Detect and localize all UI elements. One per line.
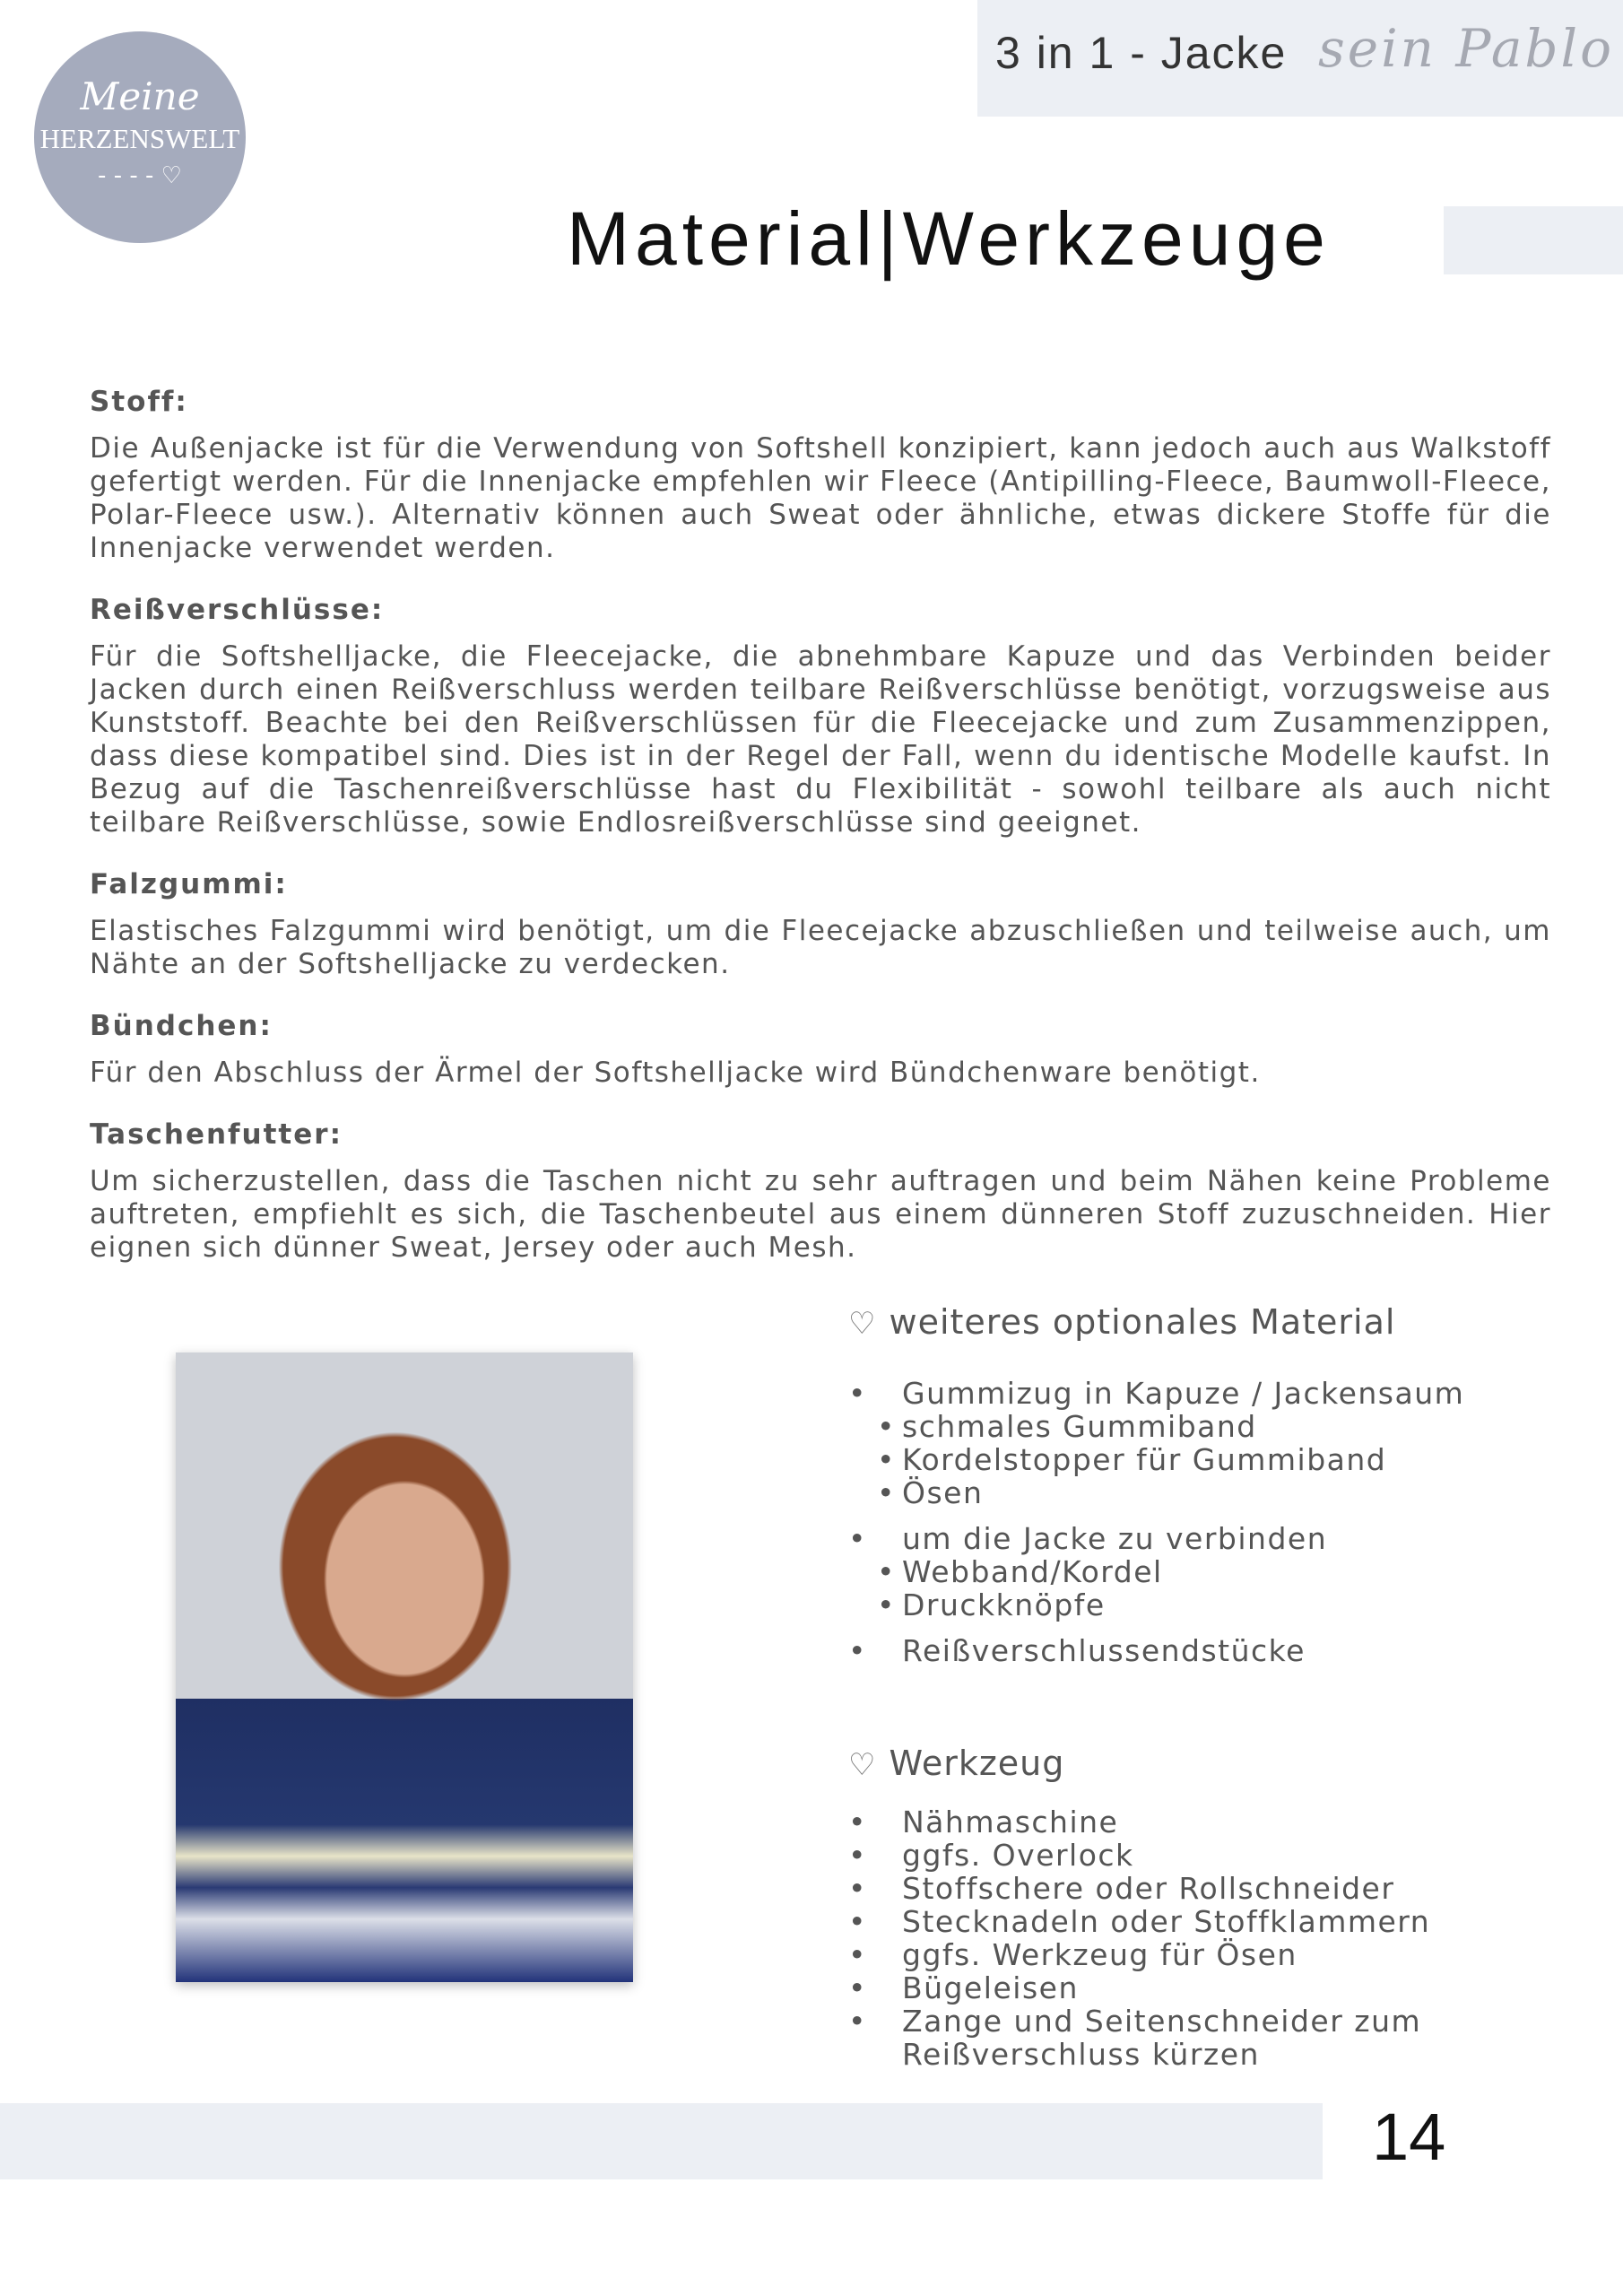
optional-material-heading [848,1302,1395,1342]
section-text: Für den Abschluss der Ärmel der Softshelljacke wird Bündchenware benötigt. [90,1057,1261,1089]
section-falzgummi [90,868,1551,981]
main-content [90,386,1551,1293]
bullet: • [848,1633,867,1668]
list-item: • Gummizug in Kapuze / Jackensaum [848,1376,1465,1411]
bullet: • [877,1409,896,1444]
list-item: • Reißverschlussendstücke [848,1633,1306,1668]
tools-heading-text: Werkzeug [889,1744,1065,1783]
bullet: • [848,1904,867,1939]
bullet: • [877,1475,896,1510]
bullet: • [848,1937,867,1972]
section-text: Um sicherzustellen, dass die Taschen nicht zu sehr auftragen und beim Nähen keine Probleme auftreten, empfiehlt es sich, die Taschenbeutel aus einem dünneren Stoff zuzuschneiden. Hier eignen sich dünner Sweat, Jersey oder auch Mesh. [90,1165,1551,1264]
logo-heart-icon: - - - - ♡ [98,162,182,189]
section-title: Falzgummi: [90,868,288,900]
tools-list [848,1805,1530,2071]
heart-icon: ♡ [848,1306,877,1342]
page-number: 14 [1372,2100,1446,2174]
bullet: • [848,1521,867,1556]
list-item: • ggfs. Overlock [848,1838,1134,1873]
section-text: Die Außenjacke ist für die Verwendung von Softshell konzipiert, kann jedoch auch aus Walkstoff gefertigt werden. Für die Innenjacke empfehlen wir Fleece (Antipilling-Fleece, Baumwoll-Fleece, Polar-Fleece usw.). Alternativ können auch Sweat oder ähnliche, etwas dickere Stoffe für die Innenjacke verwendet werden. [90,432,1551,564]
section-reissverschluesse [90,594,1551,839]
section-text: Elastisches Falzgummi wird benötigt, um die Fleecejacke abzuschließen und teilweise auch, um Nähte an der Softshelljacke zu verdecken. [90,915,1551,980]
logo-name: HERZENSWELT [39,123,240,154]
bullet: • [848,2004,867,2039]
list-item: • schmales Gummiband [877,1409,1257,1444]
section-title: Stoff: [90,386,188,418]
list-item: • Bügeleisen [848,1970,1079,2005]
list-item: • um die Jacke zu verbinden [848,1521,1328,1556]
list-item: • Zange und Seitenschneider zum Reißverschluss kürzen [848,2004,1422,2072]
section-title: Bündchen: [90,1010,273,1042]
tools-heading [848,1744,1064,1783]
list-item: • Kordelstopper für Gummiband [877,1442,1387,1477]
portrait-photo [176,1352,633,1982]
bullet: • [848,1970,867,2005]
page-title: Material|Werkzeuge [567,196,1331,281]
bullet: • [877,1587,896,1622]
list-item: • Webband/Kordel [877,1554,1163,1589]
heart-icon: ♡ [848,1747,877,1783]
logo-script: Meine [80,74,200,118]
section-text: Für die Softshelljacke, die Fleecejacke, die abnehmbare Kapuze und das Verbinden beider Jacken durch einen Reißverschluss werden teilbare Reißverschlüsse benötigt, vorzugsweise aus Kunststoff. Beachte bei den Reißverschlüssen für die Fleecejacke und zum Zusammenzippen, dass diese kompatibel sind. Dies ist in der Regel der Fall, wenn du identische Modelle kaufst. In Bezug auf die Taschenreißverschlüsse hast du Flexibilität - sowohl teilbare als auch nicht teilbare Reißverschlüsse, sowie Endlosreißverschlüsse sind geeignet. [90,640,1551,839]
list-item: • Nähmaschine [848,1805,1119,1839]
optional-heading-text: weiteres optionales Material [889,1302,1396,1342]
section-title: Taschenfutter: [90,1118,343,1151]
title-accent-box [1444,206,1623,274]
bullet: • [848,1376,867,1411]
bullet: • [848,1871,867,1906]
logo [34,31,246,243]
header-title: 3 in 1 - Jacke [995,28,1288,78]
list-item: • ggfs. Werkzeug für Ösen [848,1937,1298,1972]
list-item: • Stoffschere oder Rollschneider [848,1871,1395,1906]
bullet: • [877,1554,896,1589]
header-script: sein Pablo [1318,18,1615,79]
bullet: • [848,1805,867,1839]
bullet: • [877,1442,896,1477]
section-title: Reißverschlüsse: [90,594,385,626]
section-taschenfutter [90,1118,1551,1265]
list-item: • Ösen [877,1475,984,1510]
bullet: • [848,1838,867,1873]
footer-bar [0,2103,1323,2179]
section-stoff [90,386,1551,565]
optional-material-list [848,1377,1530,1667]
list-item: • Druckknöpfe [877,1587,1106,1622]
section-buendchen [90,1010,1551,1090]
list-item: • Stecknadeln oder Stoffklammern [848,1904,1431,1939]
